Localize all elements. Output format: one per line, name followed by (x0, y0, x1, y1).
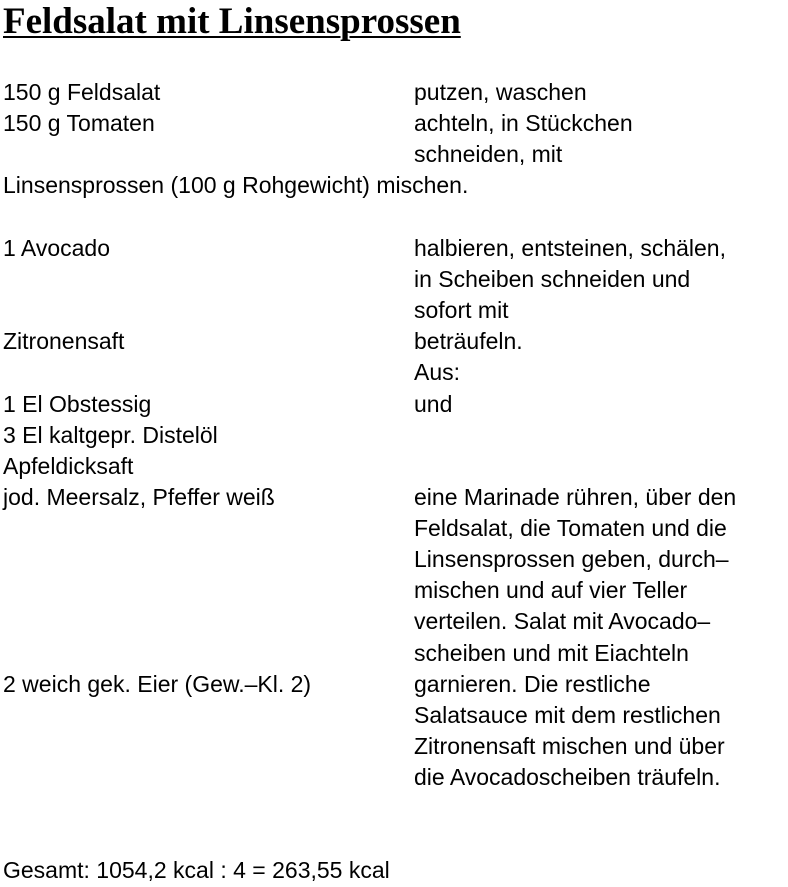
step-garnieren-4: die Avocadoscheiben träufeln. (414, 764, 721, 790)
ingredient-zitronensaft: Zitronensaft (3, 328, 125, 354)
ingredient-distelol: 3 El kaltgepr. Distelöl (3, 422, 218, 448)
step-tomaten-cont: schneiden, mit (414, 141, 563, 167)
step-linsensprossen: Linsensprossen (100 g Rohgewicht) mischen. (3, 172, 469, 198)
step-aus: Aus: (414, 359, 461, 385)
step-marinade-2: Feldsalat, die Tomaten und die (414, 515, 727, 541)
step-avocado-cont-2: sofort mit (414, 297, 509, 323)
step-tomaten: achteln, in Stückchen (414, 110, 633, 136)
ingredient-apfeldicksaft: Apfeldicksaft (3, 453, 134, 479)
ingredient-tomaten: 150 g Tomaten (3, 110, 155, 136)
step-garnieren-3: Zitronensaft mischen und über (414, 733, 725, 759)
step-avocado: halbieren, entsteinen, schälen, (414, 235, 726, 261)
step-marinade-6: scheiben und mit Eiachteln (414, 640, 689, 666)
recipe-title: Feldsalat mit Linsensprossen (3, 1, 461, 42)
ingredient-avocado: 1 Avocado (3, 235, 111, 261)
ingredient-obstessig: 1 El Obstessig (3, 391, 152, 417)
step-marinade-4: mischen und auf vier Teller (414, 577, 688, 603)
step-und: und (414, 391, 453, 417)
step-avocado-cont-1: in Scheiben schneiden und (414, 266, 691, 292)
step-marinade-3: Linsensprossen geben, durch– (414, 546, 729, 572)
step-feldsalat: putzen, waschen (414, 79, 587, 105)
ingredient-feldsalat: 150 g Feldsalat (3, 79, 161, 105)
step-marinade-5: verteilen. Salat mit Avocado– (414, 608, 711, 634)
ingredient-meersalz-pfeffer: jod. Meersalz, Pfeffer weiß (3, 484, 275, 510)
step-zitronensaft: beträufeln. (414, 328, 523, 354)
ingredient-eier: 2 weich gek. Eier (Gew.–Kl. 2) (3, 671, 312, 697)
step-marinade-1: eine Marinade rühren, über den (414, 484, 737, 510)
step-garnieren-1: garnieren. Die restliche (414, 671, 651, 697)
calorie-total: Gesamt: 1054,2 kcal : 4 = 263,55 kcal (3, 857, 390, 883)
step-garnieren-2: Salatsauce mit dem restlichen (414, 702, 721, 728)
